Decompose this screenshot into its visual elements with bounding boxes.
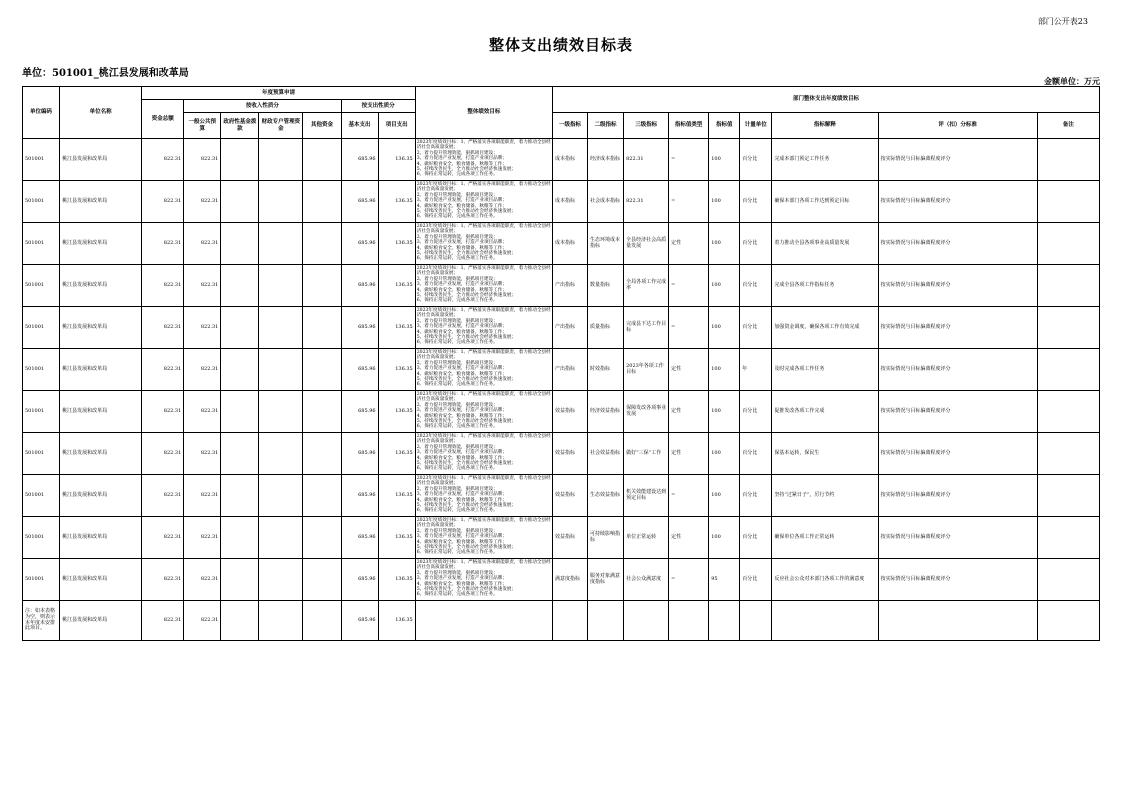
row-overall-goal: 2023年度绩效目标：1、严格落实各项职能职责，着力推动全县经济社会高质量发展； 2、着力提升管理效能，狠抓项目建设； 3、着力促进产业发展，打造产业项目品牌； 4、做好粮食安全、粮食储备、秋粮等工作； 5、持续改善民生，全力推动社会经济快速发展； 6、保持正常运转，完成各项工作任务。 [415, 349, 552, 391]
row-gov-fund [221, 181, 259, 223]
row-gov-fund [221, 475, 259, 517]
unit-label: 单位：501001_桃江县发展和改革局 [22, 68, 189, 79]
row-value: 100 [709, 475, 740, 517]
row-unit-code: 501001 [23, 181, 60, 223]
empty-cell [221, 601, 259, 641]
header-unit-name: 单位名称 [60, 87, 142, 139]
row-level1: 成本指标 [552, 139, 587, 181]
row-project-expense: 136.35 [378, 475, 415, 517]
footer-unit-name: 桃江县发展和改革局 [60, 601, 142, 641]
row-unit-name: 桃江县发展和改革局 [60, 475, 142, 517]
table-row [23, 307, 1100, 349]
row-project-expense: 136.35 [378, 349, 415, 391]
row-level1: 效益指标 [552, 475, 587, 517]
footer-project-expense: 136.35 [378, 601, 415, 641]
row-scoring: 按实际情况与目标偏离程度评分 [878, 433, 1037, 475]
performance-table [22, 86, 1100, 641]
row-scoring: 按实际情况与目标偏离程度评分 [878, 517, 1037, 559]
row-level3: 822.31 [624, 181, 669, 223]
row-level1: 成本指标 [552, 181, 587, 223]
row-basic-expense: 685.96 [341, 433, 378, 475]
row-value-type: 定性 [669, 223, 709, 265]
row-measure-unit: 百分比 [740, 475, 772, 517]
row-value-type: = [669, 475, 709, 517]
row-scoring: 按实际情况与目标偏离程度评分 [878, 559, 1037, 601]
row-explanation: 保基本运转，保民生 [772, 433, 878, 475]
row-level1: 成本指标 [552, 223, 587, 265]
row-total-funds: 822.31 [142, 265, 184, 307]
empty-cell [772, 601, 878, 641]
row-basic-expense: 685.96 [341, 265, 378, 307]
row-special-account [259, 181, 303, 223]
row-remark [1037, 139, 1099, 181]
row-remark [1037, 265, 1099, 307]
row-other-funds [303, 349, 341, 391]
row-value-type: 定性 [669, 349, 709, 391]
row-unit-code: 501001 [23, 265, 60, 307]
row-general-budget: 822.31 [184, 223, 221, 265]
row-value: 95 [709, 559, 740, 601]
row-value: 100 [709, 139, 740, 181]
row-remark [1037, 307, 1099, 349]
row-scoring: 按实际情况与目标偏离程度评分 [878, 181, 1037, 223]
row-explanation: 着力推动全县各项事业高质量发展 [772, 223, 878, 265]
row-total-funds: 822.31 [142, 433, 184, 475]
row-explanation: 及时完成各项工作任务 [772, 349, 878, 391]
row-project-expense: 136.35 [378, 223, 415, 265]
row-unit-name: 桃江县发展和改革局 [60, 181, 142, 223]
header-budget-request: 年度预算申请 [142, 87, 416, 100]
row-measure-unit: 百分比 [740, 223, 772, 265]
row-level3: 社会公众满意度 [624, 559, 669, 601]
row-explanation: 确保本部门各项工作达到预定目标 [772, 181, 878, 223]
row-other-funds [303, 475, 341, 517]
table-row [23, 517, 1100, 559]
row-value-type: = [669, 559, 709, 601]
row-gov-fund [221, 223, 259, 265]
row-level2: 可持续影响指标 [588, 517, 624, 559]
row-general-budget: 822.31 [184, 139, 221, 181]
row-level1: 产出指标 [552, 307, 587, 349]
row-special-account [259, 139, 303, 181]
header-unit-code: 单位编码 [23, 87, 60, 139]
header-overall-goal: 整体绩效目标 [415, 87, 552, 139]
row-other-funds [303, 433, 341, 475]
row-overall-goal: 2023年度绩效目标：1、严格落实各项职能职责，着力推动全县经济社会高质量发展； 2、着力提升管理效能，狠抓项目建设； 3、着力促进产业发展，打造产业项目品牌； 4、做好粮食安全、粮食储备、秋粮等工作； 5、持续改善民生，全力推动社会经济快速发展； 6、保持正常运转，完成各项工作任务。 [415, 223, 552, 265]
row-other-funds [303, 517, 341, 559]
row-basic-expense: 685.96 [341, 223, 378, 265]
header-general-budget: 一般公共预算 [184, 113, 221, 139]
row-level3: 822.31 [624, 139, 669, 181]
row-explanation: 反应社会公众对本部门各项工作的满意度 [772, 559, 878, 601]
row-remark [1037, 349, 1099, 391]
row-level2: 时效指标 [588, 349, 624, 391]
row-measure-unit: 年 [740, 349, 772, 391]
row-gov-fund [221, 349, 259, 391]
empty-cell [878, 601, 1037, 641]
row-project-expense: 136.35 [378, 265, 415, 307]
row-general-budget: 822.31 [184, 391, 221, 433]
row-remark [1037, 559, 1099, 601]
row-total-funds: 822.31 [142, 139, 184, 181]
row-level3: 全局各项工作完成率 [624, 265, 669, 307]
empty-cell [303, 601, 341, 641]
row-scoring: 按实际情况与目标偏离程度评分 [878, 349, 1037, 391]
page-tag: 部门公开表23 [1037, 17, 1088, 26]
empty-cell [415, 601, 552, 641]
row-project-expense: 136.35 [378, 307, 415, 349]
row-total-funds: 822.31 [142, 517, 184, 559]
row-value: 100 [709, 433, 740, 475]
header-level3: 三级指标 [624, 113, 669, 139]
row-gov-fund [221, 433, 259, 475]
row-special-account [259, 349, 303, 391]
footer-total-funds: 822.31 [142, 601, 184, 641]
row-unit-code: 501001 [23, 433, 60, 475]
table-row-footer [23, 601, 1100, 641]
row-unit-name: 桃江县发展和改革局 [60, 223, 142, 265]
row-gov-fund [221, 391, 259, 433]
row-remark [1037, 181, 1099, 223]
row-total-funds: 822.31 [142, 475, 184, 517]
row-unit-name: 桃江县发展和改革局 [60, 391, 142, 433]
table-row [23, 559, 1100, 601]
header-project-expense: 项目支出 [378, 113, 415, 139]
row-measure-unit: 百分比 [740, 559, 772, 601]
row-basic-expense: 685.96 [341, 517, 378, 559]
row-overall-goal: 2023年度绩效目标：1、严格落实各项职能职责，着力推动全县经济社会高质量发展； 2、着力提升管理效能，狠抓项目建设； 3、着力促进产业发展，打造产业项目品牌； 4、做好粮食安全、粮食储备、秋粮等工作； 5、持续改善民生，全力推动社会经济快速发展； 6、保持正常运转，完成各项工作任务。 [415, 517, 552, 559]
header-special-account: 财政专户管理资金 [259, 113, 303, 139]
row-special-account [259, 433, 303, 475]
row-other-funds [303, 307, 341, 349]
row-value: 100 [709, 517, 740, 559]
row-value: 100 [709, 265, 740, 307]
row-gov-fund [221, 517, 259, 559]
table-row [23, 391, 1100, 433]
empty-cell [588, 601, 624, 641]
row-special-account [259, 517, 303, 559]
row-special-account [259, 559, 303, 601]
row-measure-unit: 百分比 [740, 517, 772, 559]
row-measure-unit: 百分比 [740, 433, 772, 475]
empty-cell [624, 601, 669, 641]
row-basic-expense: 685.96 [341, 181, 378, 223]
row-level1: 效益指标 [552, 391, 587, 433]
header-level2: 二级指标 [588, 113, 624, 139]
header-total-funds: 资金总额 [142, 100, 184, 139]
empty-cell [1037, 601, 1099, 641]
row-unit-name: 桃江县发展和改革局 [60, 265, 142, 307]
row-project-expense: 136.35 [378, 559, 415, 601]
row-basic-expense: 685.96 [341, 139, 378, 181]
row-value: 100 [709, 181, 740, 223]
row-value-type: 定性 [669, 517, 709, 559]
table-row [23, 349, 1100, 391]
row-remark [1037, 517, 1099, 559]
table-row [23, 475, 1100, 517]
row-remark [1037, 223, 1099, 265]
row-basic-expense: 685.96 [341, 559, 378, 601]
row-value: 100 [709, 307, 740, 349]
table-row [23, 265, 1100, 307]
table-row [23, 433, 1100, 475]
row-basic-expense: 685.96 [341, 349, 378, 391]
row-unit-name: 桃江县发展和改革局 [60, 559, 142, 601]
row-level3: 机关效能建设达到预定目标 [624, 475, 669, 517]
footer-note: 注：如本表格为空，则表示本年度未安排此项目。 [23, 601, 60, 641]
header-gov-fund: 政府性基金拨款 [221, 113, 259, 139]
row-unit-name: 桃江县发展和改革局 [60, 433, 142, 475]
row-project-expense: 136.35 [378, 517, 415, 559]
row-total-funds: 822.31 [142, 307, 184, 349]
row-level1: 效益指标 [552, 517, 587, 559]
row-level2: 质量指标 [588, 307, 624, 349]
page-title: 整体支出绩效目标表 [488, 36, 633, 54]
row-unit-code: 501001 [23, 475, 60, 517]
row-special-account [259, 391, 303, 433]
row-explanation: 加强资金调度，确保各项工作有效完成 [772, 307, 878, 349]
row-measure-unit: 百分比 [740, 139, 772, 181]
row-level2: 生态效益指标 [588, 475, 624, 517]
header-scoring: 评（扣）分标准 [878, 113, 1037, 139]
header-value-type: 指标值类型 [669, 113, 709, 139]
row-level2: 生态环境成本指标 [588, 223, 624, 265]
footer-general-budget: 822.31 [184, 601, 221, 641]
row-scoring: 按实际情况与目标偏离程度评分 [878, 475, 1037, 517]
row-general-budget: 822.31 [184, 181, 221, 223]
row-measure-unit: 百分比 [740, 307, 772, 349]
empty-cell [552, 601, 587, 641]
header-explanation: 指标解释 [772, 113, 878, 139]
header-level1: 一级指标 [552, 113, 587, 139]
row-level3: 保障发改各项事业发展 [624, 391, 669, 433]
row-overall-goal: 2023年度绩效目标：1、严格落实各项职能职责，着力推动全县经济社会高质量发展； 2、着力提升管理效能，狠抓项目建设； 3、着力促进产业发展，打造产业项目品牌； 4、做好粮食安全、粮食储备、秋粮等工作； 5、持续改善民生，全力推动社会经济快速发展； 6、保持正常运转，完成各项工作任务。 [415, 475, 552, 517]
amount-unit-label: 金额单位：万元 [1044, 76, 1100, 86]
row-scoring: 按实际情况与目标偏离程度评分 [878, 265, 1037, 307]
row-level2: 社会效益指标 [588, 433, 624, 475]
row-general-budget: 822.31 [184, 433, 221, 475]
row-unit-name: 桃江县发展和改革局 [60, 517, 142, 559]
row-general-budget: 822.31 [184, 265, 221, 307]
row-other-funds [303, 181, 341, 223]
row-other-funds [303, 139, 341, 181]
row-special-account [259, 265, 303, 307]
header-by-expense: 按支出性质分 [341, 100, 415, 113]
row-basic-expense: 685.96 [341, 391, 378, 433]
row-unit-code: 501001 [23, 391, 60, 433]
row-scoring: 按实际情况与目标偏离程度评分 [878, 139, 1037, 181]
row-level1: 满意度指标 [552, 559, 587, 601]
row-value-type: = [669, 265, 709, 307]
row-overall-goal: 2023年度绩效目标：1、严格落实各项职能职责，着力推动全县经济社会高质量发展； 2、着力提升管理效能，狠抓项目建设； 3、着力促进产业发展，打造产业项目品牌； 4、做好粮食安全、粮食储备、秋粮等工作； 5、持续改善民生，全力推动社会经济快速发展； 6、保持正常运转，完成各项工作任务。 [415, 307, 552, 349]
row-gov-fund [221, 307, 259, 349]
table-row [23, 223, 1100, 265]
row-level3: 单位正常运转 [624, 517, 669, 559]
row-unit-code: 501001 [23, 559, 60, 601]
row-unit-name: 桃江县发展和改革局 [60, 349, 142, 391]
row-other-funds [303, 559, 341, 601]
header-value: 指标值 [709, 113, 740, 139]
row-explanation: 促推发改各项工作完成 [772, 391, 878, 433]
row-level3: 全县经济社会高质量发展 [624, 223, 669, 265]
row-total-funds: 822.31 [142, 349, 184, 391]
row-measure-unit: 百分比 [740, 391, 772, 433]
row-project-expense: 136.35 [378, 181, 415, 223]
row-level1: 产出指标 [552, 349, 587, 391]
row-other-funds [303, 265, 341, 307]
row-unit-name: 桃江县发展和改革局 [60, 139, 142, 181]
row-remark [1037, 391, 1099, 433]
row-level3: 2023年各项工作目标 [624, 349, 669, 391]
row-unit-code: 501001 [23, 307, 60, 349]
row-gov-fund [221, 559, 259, 601]
row-overall-goal: 2023年度绩效目标：1、严格落实各项职能职责，着力推动全县经济社会高质量发展； 2、着力提升管理效能，狠抓项目建设； 3、着力促进产业发展，打造产业项目品牌； 4、做好粮食安全、粮食储备、秋粮等工作； 5、持续改善民生，全力推动社会经济快速发展； 6、保持正常运转，完成各项工作任务。 [415, 139, 552, 181]
row-scoring: 按实际情况与目标偏离程度评分 [878, 223, 1037, 265]
row-overall-goal: 2023年度绩效目标：1、严格落实各项职能职责，着力推动全县经济社会高质量发展； 2、着力提升管理效能，狠抓项目建设； 3、着力促进产业发展，打造产业项目品牌； 4、做好粮食安全、粮食储备、秋粮等工作； 5、持续改善民生，全力推动社会经济快速发展； 6、保持正常运转，完成各项工作任务。 [415, 559, 552, 601]
row-level2: 社会成本指标 [588, 181, 624, 223]
row-other-funds [303, 223, 341, 265]
row-measure-unit: 百分比 [740, 181, 772, 223]
row-explanation: 完成本部门预定工作任务 [772, 139, 878, 181]
row-general-budget: 822.31 [184, 475, 221, 517]
header-basic-expense: 基本支出 [341, 113, 378, 139]
row-general-budget: 822.31 [184, 307, 221, 349]
row-basic-expense: 685.96 [341, 475, 378, 517]
row-scoring: 按实际情况与目标偏离程度评分 [878, 391, 1037, 433]
header-other-funds: 其他资金 [303, 113, 341, 139]
row-gov-fund [221, 139, 259, 181]
table-body [23, 139, 1100, 641]
table-row [23, 139, 1100, 181]
row-project-expense: 136.35 [378, 433, 415, 475]
empty-cell [709, 601, 740, 641]
row-explanation: 坚持“过紧日子”，厉行节约 [772, 475, 878, 517]
row-level1: 效益指标 [552, 433, 587, 475]
row-special-account [259, 307, 303, 349]
row-basic-expense: 685.96 [341, 307, 378, 349]
empty-cell [740, 601, 772, 641]
row-special-account [259, 223, 303, 265]
row-explanation: 完成全县各项工作指标任务 [772, 265, 878, 307]
row-overall-goal: 2023年度绩效目标：1、严格落实各项职能职责，着力推动全县经济社会高质量发展； 2、着力提升管理效能，狠抓项目建设； 3、着力促进产业发展，打造产业项目品牌； 4、做好粮食安全、粮食储备、秋粮等工作； 5、持续改善民生，全力推动社会经济快速发展； 6、保持正常运转，完成各项工作任务。 [415, 391, 552, 433]
row-value: 100 [709, 391, 740, 433]
row-overall-goal: 2023年度绩效目标：1、严格落实各项职能职责，着力推动全县经济社会高质量发展； 2、着力提升管理效能，狠抓项目建设； 3、着力促进产业发展，打造产业项目品牌； 4、做好粮食安全、粮食储备、秋粮等工作； 5、持续改善民生，全力推动社会经济快速发展； 6、保持正常运转，完成各项工作任务。 [415, 181, 552, 223]
row-general-budget: 822.31 [184, 517, 221, 559]
header-remark: 备注 [1037, 113, 1099, 139]
row-value: 100 [709, 223, 740, 265]
row-remark [1037, 433, 1099, 475]
row-general-budget: 822.31 [184, 349, 221, 391]
row-unit-code: 501001 [23, 139, 60, 181]
row-overall-goal: 2023年度绩效目标：1、严格落实各项职能职责，着力推动全县经济社会高质量发展； 2、着力提升管理效能，狠抓项目建设； 3、着力促进产业发展，打造产业项目品牌； 4、做好粮食安全、粮食储备、秋粮等工作； 5、持续改善民生，全力推动社会经济快速发展； 6、保持正常运转，完成各项工作任务。 [415, 265, 552, 307]
row-value-type: = [669, 307, 709, 349]
row-level2: 服务对象满意度指标 [588, 559, 624, 601]
row-gov-fund [221, 265, 259, 307]
row-measure-unit: 百分比 [740, 265, 772, 307]
table-row [23, 181, 1100, 223]
row-unit-code: 501001 [23, 517, 60, 559]
header-dept-goals: 部门整体支出年度绩效目标 [552, 87, 1099, 113]
header-measure-unit: 计量单位 [740, 113, 772, 139]
row-explanation: 确保单位各项工作正常运转 [772, 517, 878, 559]
row-remark [1037, 475, 1099, 517]
row-other-funds [303, 391, 341, 433]
row-unit-code: 501001 [23, 223, 60, 265]
row-level2: 经济效益指标 [588, 391, 624, 433]
header-by-income: 按收入性质分 [184, 100, 341, 113]
row-level3: 做好“三保”工作 [624, 433, 669, 475]
row-overall-goal: 2023年度绩效目标：1、严格落实各项职能职责，着力推动全县经济社会高质量发展； 2、着力提升管理效能，狠抓项目建设； 3、着力促进产业发展，打造产业项目品牌； 4、做好粮食安全、粮食储备、秋粮等工作； 5、持续改善民生，全力推动社会经济快速发展； 6、保持正常运转，完成各项工作任务。 [415, 433, 552, 475]
row-unit-name: 桃江县发展和改革局 [60, 307, 142, 349]
empty-cell [669, 601, 709, 641]
row-value-type: 定性 [669, 391, 709, 433]
row-level2: 数量指标 [588, 265, 624, 307]
row-general-budget: 822.31 [184, 559, 221, 601]
row-value: 100 [709, 349, 740, 391]
row-scoring: 按实际情况与目标偏离程度评分 [878, 307, 1037, 349]
row-total-funds: 822.31 [142, 181, 184, 223]
row-total-funds: 822.31 [142, 559, 184, 601]
empty-cell [259, 601, 303, 641]
row-value-type: 定性 [669, 433, 709, 475]
row-value-type: = [669, 181, 709, 223]
row-project-expense: 136.35 [378, 139, 415, 181]
row-level1: 产出指标 [552, 265, 587, 307]
footer-basic-expense: 685.96 [341, 601, 378, 641]
row-project-expense: 136.35 [378, 391, 415, 433]
row-level3: 完成县下达工作目标 [624, 307, 669, 349]
row-total-funds: 822.31 [142, 223, 184, 265]
row-value-type: = [669, 139, 709, 181]
row-total-funds: 822.31 [142, 391, 184, 433]
row-special-account [259, 475, 303, 517]
row-unit-code: 501001 [23, 349, 60, 391]
row-level2: 经济成本指标 [588, 139, 624, 181]
